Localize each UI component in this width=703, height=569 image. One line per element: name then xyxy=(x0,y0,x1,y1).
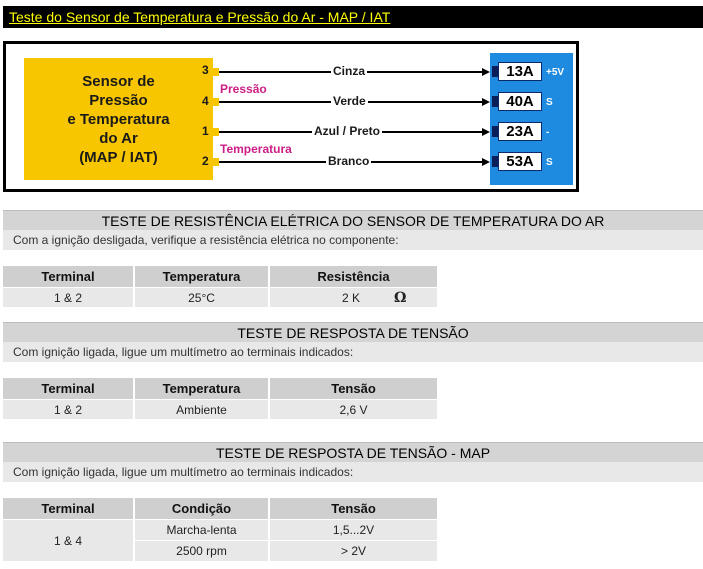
col-terminal: Terminal xyxy=(3,378,135,399)
section-header: TESTE DE RESISTÊNCIA ELÉTRICA DO SENSOR DE TEMPERATURA DO AR xyxy=(3,210,703,230)
table-row xyxy=(3,519,437,540)
table-header-row xyxy=(3,378,437,399)
pin-number: 4 xyxy=(202,94,209,108)
col-tensao: Tensão xyxy=(270,378,437,399)
wire-arrow xyxy=(482,68,490,76)
wire-arrow xyxy=(482,158,490,166)
cell-condicao: Marcha-lenta xyxy=(135,519,270,540)
section-subheader: Com ignição ligada, ligue um multímetro ao terminais indicados: xyxy=(3,462,703,482)
cell-condicao: 2500 rpm xyxy=(135,540,270,561)
section-header: TESTE DE RESPOSTA DE TENSÃO - MAP xyxy=(3,442,703,462)
cell-tensao: 1,5...2V xyxy=(270,519,437,540)
pin-number: 3 xyxy=(202,63,209,77)
cell-temperatura: Ambiente xyxy=(135,399,270,419)
table-row xyxy=(3,287,437,307)
col-resistencia: Resistência xyxy=(270,266,437,287)
connector-signal: S xyxy=(546,97,553,108)
table-header-row xyxy=(3,266,437,287)
sensor-label-line: e Temperatura xyxy=(67,110,170,128)
table-row xyxy=(3,399,437,419)
voltage-table xyxy=(3,378,437,419)
wire-color-label: Azul / Preto xyxy=(314,124,381,138)
col-terminal: Terminal xyxy=(3,498,135,519)
cell-tensao: 2,6 V xyxy=(270,399,437,419)
connector-signal: S xyxy=(546,157,553,168)
sensor-label-line: do Ar xyxy=(99,129,138,147)
cell-terminal: 1 & 2 xyxy=(3,287,135,307)
resistance-value: 2 K xyxy=(342,290,361,305)
voltage-section xyxy=(3,322,703,362)
sensor-label-line: (MAP / IAT) xyxy=(79,148,158,166)
signal-label-temperatura: Temperatura xyxy=(220,142,292,156)
col-tensao: Tensão xyxy=(270,498,437,519)
map-voltage-section xyxy=(3,442,703,482)
page-title[interactable]: Teste do Sensor de Temperatura e Pressão do Ar - MAP / IAT xyxy=(3,6,703,28)
pin-number: 1 xyxy=(202,124,209,138)
resistance-section xyxy=(3,210,703,250)
cell-temperatura: 25°C xyxy=(135,287,270,307)
connector-pin: 13A xyxy=(498,62,542,81)
connector-signal: - xyxy=(546,127,550,138)
sensor-box xyxy=(24,58,213,180)
cell-resistencia xyxy=(270,287,437,307)
ohm-icon: Ω xyxy=(394,289,407,306)
signal-label-pressao: Pressão xyxy=(220,82,267,96)
col-temperatura: Temperatura xyxy=(135,378,270,399)
col-condicao: Condição xyxy=(135,498,270,519)
cell-tensao: > 2V xyxy=(270,540,437,561)
wiring-diagram xyxy=(3,41,579,192)
section-header: TESTE DE RESPOSTA DE TENSÃO xyxy=(3,322,703,342)
connector-signal: +5V xyxy=(546,67,565,78)
wire-arrow xyxy=(482,128,490,136)
table-header-row xyxy=(3,498,437,519)
wire-color-label: Cinza xyxy=(333,64,366,78)
connector-pin: 23A xyxy=(498,122,542,141)
cell-terminal: 1 & 2 xyxy=(3,399,135,419)
sensor-label-line: Sensor de xyxy=(82,72,155,90)
connector-pin: 40A xyxy=(498,92,542,111)
section-subheader: Com a ignição desligada, verifique a resistência elétrica no componente: xyxy=(3,230,703,250)
wire-arrow xyxy=(482,98,490,106)
resistance-table xyxy=(3,266,437,307)
sensor-label-line: Pressão xyxy=(89,91,148,109)
wire-color-label: Branco xyxy=(328,154,370,168)
col-terminal: Terminal xyxy=(3,266,135,287)
wire-color-label: Verde xyxy=(333,94,366,108)
connector-pin: 53A xyxy=(498,152,542,171)
pin-number: 2 xyxy=(202,154,209,168)
col-temperatura: Temperatura xyxy=(135,266,270,287)
cell-terminal: 1 & 4 xyxy=(3,519,135,561)
map-voltage-table xyxy=(3,498,437,561)
section-subheader: Com ignição ligada, ligue um multímetro ao terminais indicados: xyxy=(3,342,703,362)
